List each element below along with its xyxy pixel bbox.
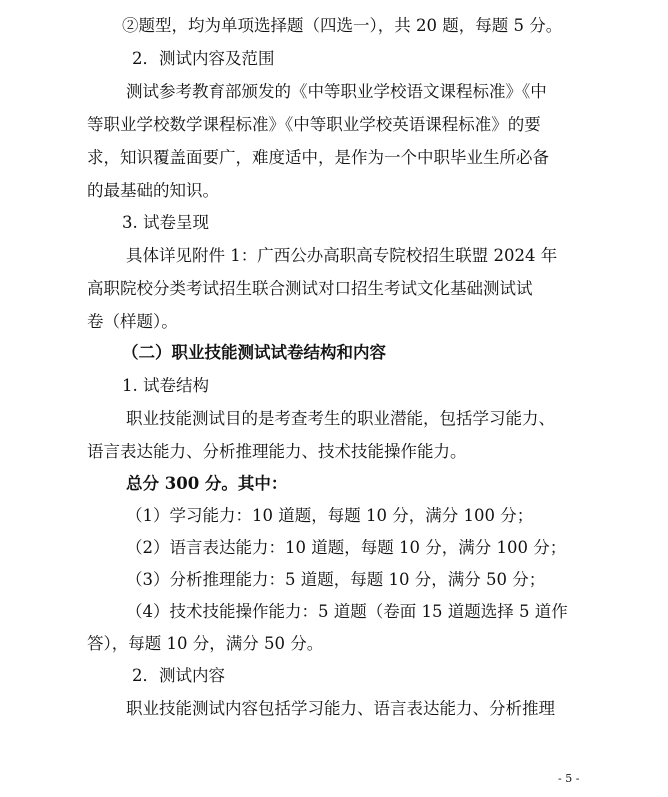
list-item: （4）技术技能操作能力：5 道题（卷面 15 道题选择 5 道作 bbox=[126, 602, 568, 621]
text-line: 职业技能测试内容包括学习能力、语言表达能力、分析推理 bbox=[126, 699, 555, 718]
text-line: 等职业学校数学课程标准》《中等职业学校英语课程标准》的要 bbox=[87, 115, 541, 134]
text-line: 高职院校分类考试招生联合测试对口招生考试文化基础测试试 bbox=[87, 279, 533, 298]
heading-paper-structure: 1. 试卷结构 bbox=[122, 376, 209, 395]
section-heading-skills-test: （二）职业技能测试试卷结构和内容 bbox=[122, 343, 386, 362]
text-line: 卷（样题）。 bbox=[87, 312, 178, 331]
text-line: 职业技能测试目的是考查考生的职业潜能，包括学习能力、 bbox=[126, 409, 555, 428]
total-score-line: 总分 300 分。其中： bbox=[126, 474, 288, 493]
text-line: 测试参考教育部颁发的《中等职业学校语文课程标准》《中 bbox=[126, 82, 547, 101]
list-item-continuation: 答），每题 10 分，满分 50 分。 bbox=[87, 634, 324, 653]
heading-test-content-scope: 2．测试内容及范围 bbox=[132, 49, 275, 68]
text-line: 具体详见附件 1：广西公办高职高专院校招生联盟 2024 年 bbox=[126, 246, 558, 265]
text-line-question-type: ②题型，均为单项选择题（四选一），共 20 题，每题 5 分。 bbox=[122, 16, 563, 35]
text-line: 语言表达能力、分析推理能力、技术技能操作能力。 bbox=[87, 442, 467, 461]
heading-paper-presentation: 3. 试卷呈现 bbox=[122, 213, 209, 232]
list-item: （1）学习能力：10 道题，每题 10 分，满分 100 分； bbox=[126, 506, 534, 525]
heading-test-content: 2．测试内容 bbox=[132, 666, 225, 685]
text-line: 的最基础的知识。 bbox=[87, 181, 219, 200]
page-number: - 5 - bbox=[558, 772, 580, 785]
text-line: 求，知识覆盖面要广，难度适中，是作为一个中职毕业生所必备 bbox=[87, 148, 549, 167]
list-item: （2）语言表达能力：10 道题，每题 10 分，满分 100 分； bbox=[126, 538, 567, 557]
list-item: （3）分析推理能力：5 道题，每题 10 分，满分 50 分； bbox=[126, 570, 546, 589]
